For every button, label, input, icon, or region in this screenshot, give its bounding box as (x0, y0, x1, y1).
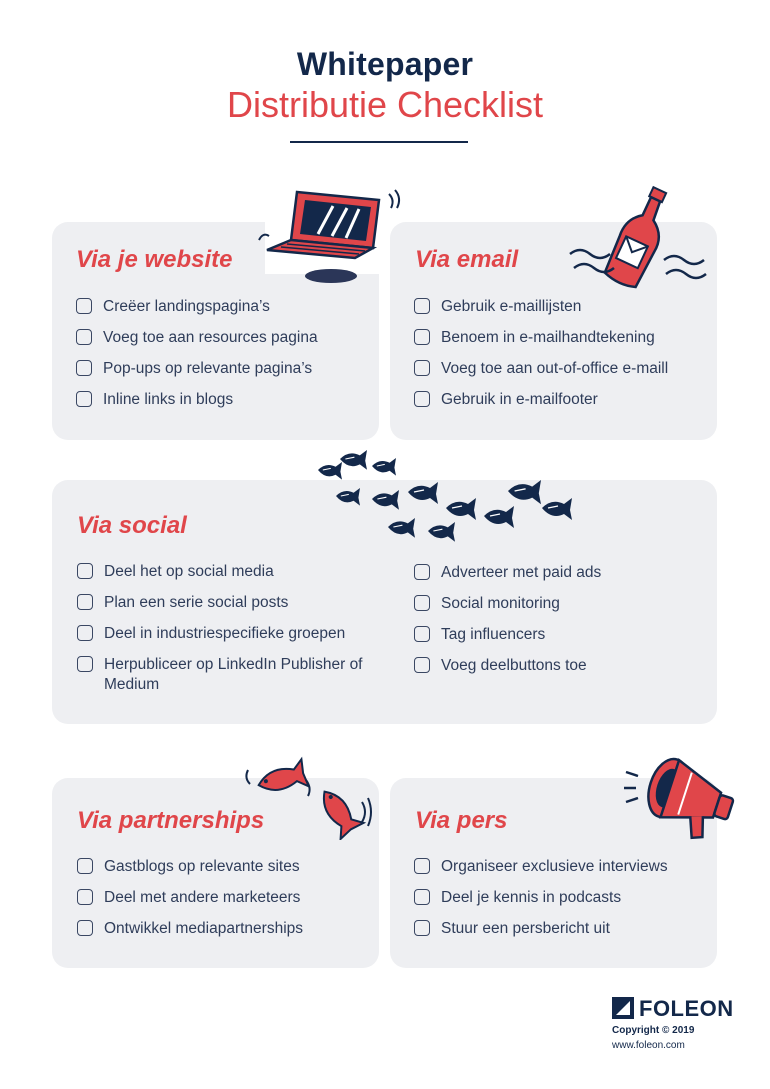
checkbox[interactable] (77, 889, 93, 905)
social-checklist-right (414, 563, 601, 687)
checkbox[interactable] (414, 298, 430, 314)
checkbox[interactable] (414, 889, 430, 905)
jumping-fish-icon (244, 756, 374, 840)
checkbox[interactable] (76, 298, 92, 314)
checkbox[interactable] (76, 360, 92, 376)
bottle-icon (568, 184, 708, 296)
list-item: Organiseer exclusieve interviews (414, 857, 668, 877)
list-item: Gastblogs op relevante sites (77, 857, 303, 877)
checkbox[interactable] (414, 626, 430, 642)
checkbox[interactable] (76, 329, 92, 345)
checkbox[interactable] (414, 360, 430, 376)
list-item: Gebruik in e-mailfooter (414, 390, 668, 410)
website-checklist (76, 297, 318, 421)
checkbox[interactable] (77, 625, 93, 641)
title-divider (290, 141, 468, 143)
brand-name: FOLEON (639, 996, 734, 1021)
card-partnerships-title: Via partnerships (77, 807, 265, 834)
checkbox[interactable] (77, 594, 93, 610)
list-item: Voeg deelbuttons toe (414, 656, 601, 676)
checkbox[interactable] (414, 858, 430, 874)
list-item: Deel het op social media (77, 562, 377, 582)
email-checklist (414, 297, 668, 421)
partnerships-checklist (77, 857, 303, 950)
card-social-title: Via social (77, 512, 187, 539)
foleon-logo-icon (612, 997, 634, 1019)
checkbox[interactable] (414, 564, 430, 580)
list-item: Voeg toe aan resources pagina (76, 328, 318, 348)
list-item: Tag influencers (414, 625, 601, 645)
card-pers-title: Via pers (415, 807, 508, 834)
list-item: Pop-ups op relevante pagina’s (76, 359, 318, 379)
copyright-text: Copyright © 2019 (612, 1025, 695, 1036)
list-item: Deel in industriespecifieke groepen (77, 624, 377, 644)
checkbox[interactable] (77, 656, 93, 672)
checkbox[interactable] (414, 920, 430, 936)
checkbox[interactable] (414, 391, 430, 407)
social-checklist-left (77, 562, 377, 706)
list-item: Creëer landingspagina’s (76, 297, 318, 317)
fish-school-icon (312, 446, 582, 546)
megaphone-icon (622, 752, 748, 844)
website-link[interactable]: www.foleon.com (612, 1040, 685, 1051)
page-subtitle: Distributie Checklist (226, 84, 544, 125)
list-item: Adverteer met paid ads (414, 563, 601, 583)
checkbox[interactable] (414, 329, 430, 345)
checkbox[interactable] (414, 657, 430, 673)
list-item: Herpubliceer op LinkedIn Publisher of Medium (77, 655, 374, 695)
list-item: Inline links in blogs (76, 390, 318, 410)
card-website-title: Via je website (76, 246, 233, 273)
list-item: Benoem in e-mailhandtekening (414, 328, 668, 348)
checkbox[interactable] (77, 920, 93, 936)
list-item: Plan een serie social posts (77, 593, 377, 613)
checkbox[interactable] (414, 595, 430, 611)
list-item: Social monitoring (414, 594, 601, 614)
checkbox[interactable] (76, 391, 92, 407)
card-email-title: Via email (415, 246, 519, 273)
page-title: Whitepaper (296, 46, 474, 82)
checkbox[interactable] (77, 563, 93, 579)
list-item: Voeg toe aan out-of-office e-maill (414, 359, 668, 379)
list-item: Deel met andere marketeers (77, 888, 303, 908)
list-item: Gebruik e-maillijsten (414, 297, 668, 317)
list-item: Stuur een persbericht uit (414, 919, 668, 939)
pers-checklist (414, 857, 668, 950)
list-item: Deel je kennis in podcasts (414, 888, 668, 908)
list-item: Ontwikkel mediapartnerships (77, 919, 303, 939)
checkbox[interactable] (77, 858, 93, 874)
laptop-icon (255, 186, 405, 290)
